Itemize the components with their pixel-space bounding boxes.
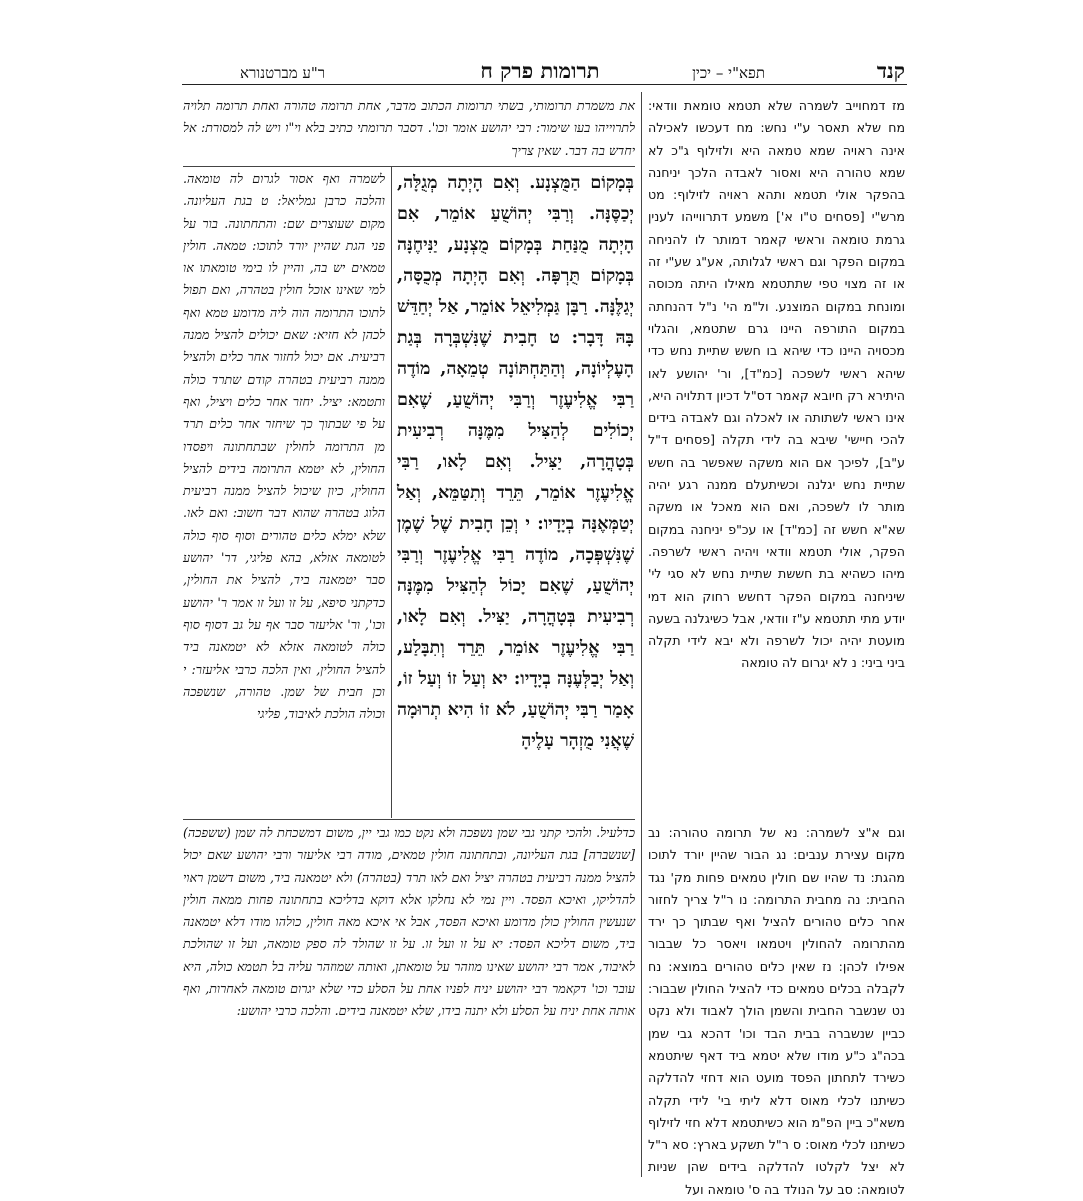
commentary-right-bottom: וגם א"צ לשמרה: נא של תרומה טהורה: נב מקום עצירת ענבים: נג הבור שהיין יורד לתוכו מהגת: נד שהיו שם חולין טמאים פחות מק' נגד החבית: נה מחבית התרומה: נו ר"ל צריך לחזור אחר כלים טהורים להציל ואף שבתוך כך ירד מהתרומה להחולין ויטמאו ויאסר כל שבבור אפילו לכהן: נז שאין כלים טהורים במוצא: נח לקבלה בכלים טמאים כדי להציל החולין שבבור: נט שנשבר החבית והשמן הולך לאבוד ולא נקט כביין שנשברה בבית הבד וכו' דהכא גבי שמן בכה"ג כ"ע מודו שלא יטמא ביד דאף שיתטמא כשירד לתחתון הפסד מועט הוא דחזי להדלקה כשיתנו לכלי מאוס דלא ליתי בי' לידי תקלה משא"כ ביין הפ"מ הוא כשיתטמא דלא חזי לזילוף כשיתנו לכלי מאוס: ס ר"ל תשקע בארץ: סא ר"ל לא יצל לקלטו להדלקה בידים שהן שניות לטומאה: סב על הנולד בה ס' טומאה ועל bbox=[648, 825, 905, 1197]
page-number: קנד bbox=[876, 58, 905, 83]
right-commentator-heading: ר"ע מברטנורא bbox=[240, 64, 326, 82]
column-divider-right bbox=[641, 92, 642, 1177]
chapter-title: תרומות פרק ח bbox=[480, 58, 600, 83]
mishnah-text: בְּמָקוֹם הַמֻּצְנָע. וְאִם הָיְתָה מְגֻלָּה, יְכַסֶּנָּה. וְרַבִּי יְהוֹשֻׁעַ אוֹמֵר, אִם הָיְתָה מֻנַּחַת בְּמָקוֹם מֻצְנָע, יַנִּיחֶנָּה בְּמָקוֹם תֻּרְפָּה. וְאִם הָיְתָה מְכֻסָּה, יְגַלֶּנָּה. רַבָּן גַּמְלִיאֵל אוֹמֵר, אַל יְחַדֵּשׁ בָּהּ דָּבָר: ט חָבִית שֶׁנִּשְׁבְּרָה בְּגַת הָעֶלְיוֹנָה, וְהַתַּחְתּוֹנָה טְמֵאָה, מוֹדֶה רַבִּי אֱלִיעֶזֶר וְרַבִּי יְהוֹשֻׁעַ, שֶׁאִם יְכוֹלִים לְהַצִּיל מִמֶּנָּה רְבִיעִית בְּטָהֳרָה, יַצִּיל. וְאִם לָאו, רַבִּי אֱלִיעֶזֶר אוֹמֵר, תֵּרֵד וְתִטַּמֵּא, וְאַל יְטַמְּאֶנָּה בְיָדָיו: י וְכֵן חָבִית שֶׁל שֶׁמֶן שֶׁנִּשְׁפְּכָה, מוֹדֶה רַבִּי אֱלִיעֶזֶר וְרַבִּי יְהוֹשֻׁעַ, שֶׁאִם יָכוֹל לְהַצִּיל מִמֶּנָּה רְבִיעִית בְּטָהֳרָה, יַצִּיל. וְאִם לָאו, רַבִּי אֱלִיעֶזֶר אוֹמֵר, תֵּרֵד וְתִבָּלַע, וְאַל יְבַלְּעֶנָּה בְיָדָיו: יא וְעַל זוֹ וְעַל זוֹ, אָמַר רַבִּי יְהוֹשֻׁעַ, לֹא זוֹ הִיא תְרוּמָה שֶׁאֲנִי מֻזְהָר עָלֶיהָ bbox=[397, 173, 634, 751]
commentary-right-top: מז דמחוייב לשמרה שלא תטמא טומאת וודאי: מח שלא תאסר ע"י נחש: מח דעכשו לאכילה אינה ראויה שמא טמאה היא ולזילוף ג"כ לא שמא טהורה היא ואסור לאבדה הלכך יניחנה בהפקר אולי תטמא ותהא ראויה לזילוף: מט מרש"י [פסחים ט"ו א'] משמע דתרווייהו לענין גרמת טומאה וראשי קאמר דמותר לו להניחה במקום הפקר וגם ראשי לגלותה, אע"ג שע"י זה או זה מצוי טפי שתתטמא מאילו היתה מכוסה ומונחת במקום המוצנע. ול"מ הי' נ"ל דהנחתה במקום התורפה היינו גרם שתטמא, והגלוי מכסויה היינו כדי שיהא בו חשש שתיית נחש כדי שיהא ראשי לשפכה [כמ"ד], ור' יהושע לאו היתירא רק חיובא קאמר דס"ל דכיון דתלויה היא, אינו ראשי לשתותה או לאכלה וגם לאבדה בידים להכי חיישי' שיבא בה לידי תקלה [פסחים ד"ל ע"ב], לפיכך אם הוא משקה שאפשר בה חשש שתיית נחש יגלנה וכשיתעלם ממנה רגע יהיה מותר לו לשפכה, ואם הוא מאכל או משקה שא"א חשש זה [כמ"ד] או עכ"פ יניחנה במקום הפקר, אולי תטמא וודאי ויהיה ראשי לשרפה. מיהו כשהיא בת חששת שתיית נחש לא סגי לי' שיניחנה במקום הפקר דחשש רחוק הוא דמי יודע מתי תתטמא ע"ז וודאי, אבל כשיגלנה בשעה מועטת יהיה יכול לשרפה ולא יבא לידי תקלה ביני ביני: נ לא יגרום לה טומאה bbox=[648, 98, 905, 671]
column-divider-left bbox=[391, 166, 392, 818]
mishnah-divider-bottom bbox=[183, 819, 635, 820]
left-commentator-heading: תפא"י – יכין bbox=[692, 64, 765, 82]
header-rule bbox=[182, 84, 907, 85]
commentary-left-top: את משמרת תרומותי, בשתי תרומות הכתוב מדבר, אחת תרומה טהורה ואחת תרומה תלויה לתרוייהו בעו שימור: רבי יהושע אומר וכו'. דסבר תרומתי כתיב בלא וי"ו ויש לה למסורת: אל יחדש בה דבר. שאין צריך bbox=[183, 98, 635, 158]
commentary-left-bottom: כדלעיל. ולהכי קתני גבי שמן נשפכה ולא נקט כמו גבי יין, משום דמשכחת לה שמן (ששפכה) [שנשברה] בגת העליונה, ובתחתונה חולין טמאים, מודה רבי אליעזר ורבי יהושע שאם יכול להציל ממנה רביעית בטהרה יציל ואם לאו תרד (בטהרה) ולא יטמאנה ביד, משום דשמן ראוי להדליקו, ואיכא הפסד. ויין נמי לא נחלקו אלא דוקא בדליכא בתחתונה פחות ממאה חולין שנעשין החולין כולן מדומע ואיכא הפסד, אבל אי איכא מאה חולין, כולהו מודו דלא יטמאנה ביד, משום דליכא הפסד: יא על זו ועל זו. על זו שהולד לה ספק טומאה, ועל זו שהולכת לאיבוד, אמר רבי יהושע שאינו מוזהר על טומאתן, ואותה שמוזהר עליה בל תטמא כולה, היא עובר וכו' דקאמר רבי יהושע יניח לפניו אחת על הסלע כדי שלא יגרום טומאה לאחרות, ואף אותה אחת יניח על הסלע ולא יתנה בידו, שלא יטמאנה בידים. והלכה כרבי יהושע: bbox=[183, 825, 635, 1019]
mishnah-divider-top bbox=[183, 166, 635, 167]
commentary-left-mid: לשמרה ואף אסור לגרום לה טומאה. והלכה כרבן גמליאל: ט בגת העליונה. מקום שעוצרים שם: והתחתונה. בור על פני הגת שהיין יורד לתוכו: טמאה. חולין טמאים יש בה, והיין לו בימי טומאתו או למי שאינו אוכל חולין בטהרה, ואם תפול לתוכו התרומה הוה ליה מדומע טמא ואף לכהן לא חזיא: שאם יכולים להציל ממנה רביעית. אם יכול לחזור אחר כלים ולהציל ממנה רביעית בטהרה קודם שתרד כולה ותטמא: יציל. יחזר אחר כלים ויציל, ואף על פי שבתוך כך שיחזר אחר כלים תרד מן התרומה לחולין שבתחתונה ויפסדו החולין, לא יטמא התרומה בידים להציל החולין, כיון שיכול להציל ממנה רביעית הלוג בטהרה שהוא דבר חשוב: ואם לאו. שלא ימלא כלים טהורים וסוף סוף כולה לטומאה אזלא, בהא פליגי, דר' יהושע סבר יטמאנה ביד, להציל את החולין, כדקתני סיפא, על זו ועל זו אמר ר' יהושע וכו', ור' אליעזר סבר אף על גב דסוף סוף כולה לטומאה אזלא לא יטמאנה ביד להציל החולין, ואין הלכה כרבי אליעזר: י וכן חבית של שמן. טהורה, שנשפכה וכולה הולכת לאיבוד, פליגי bbox=[183, 171, 385, 722]
